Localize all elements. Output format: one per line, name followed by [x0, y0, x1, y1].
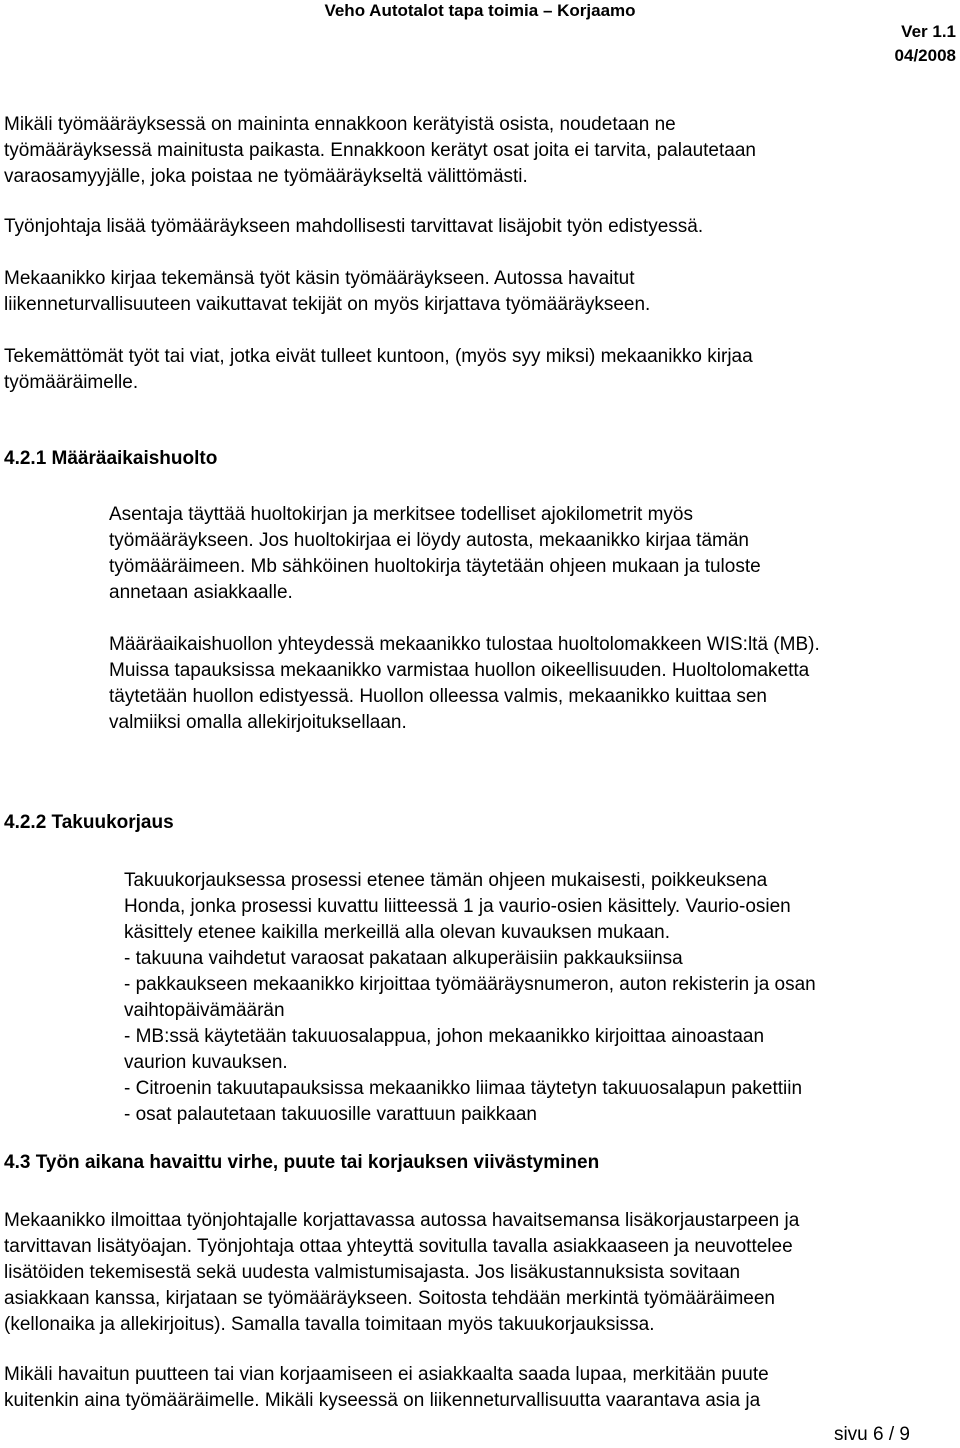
paragraph [124, 868, 816, 1128]
text-line: työmääräyksessä mainitusta paikasta. Ennakkoon kerätyt osat joita ei tarvita, palautetaan [4, 140, 756, 161]
text-line: käsittely etenee kaikilla merkeillä alla olevan kuvauksen mukaan. [124, 922, 671, 943]
text-line: liikenneturvallisuuteen vaikuttavat tekijät on myös kirjattava työmääräykseen. [4, 294, 651, 315]
version-label: Ver 1.1 [901, 22, 956, 41]
text-line: lisätöiden tekemisestä sekä uudesta valmistumisajasta. Jos lisäkustannuksista sovitaan [4, 1262, 741, 1283]
text-line: kuitenkin aina työmääräimelle. Mikäli kyseessä on liikenneturvallisuutta vaarantava asia ja [4, 1390, 761, 1411]
text-line: (kellonaika ja allekirjoitus). Samalla tavalla toimitaan myös takuukorjauksissa. [4, 1314, 655, 1335]
paragraph [109, 632, 820, 736]
text-line: - pakkaukseen mekaanikko kirjoittaa työmääräysnumeron, auton rekisterin ja osan [124, 974, 816, 995]
paragraph [109, 502, 761, 606]
text-line: - osat palautetaan takuuosille varattuun paikkaan [124, 1104, 537, 1125]
document-version-block [895, 20, 956, 68]
text-line: Mekaanikko ilmoittaa työnjohtajalle korjattavassa autossa havaitsemansa lisäkorjaustarpeen ja [4, 1210, 800, 1231]
text-line: asiakkaan kanssa, kirjataan se työmääräykseen. Soitosta tehdään merkintä työmääräimeen [4, 1288, 775, 1309]
text-line: valmiiksi omalla allekirjoituksellaan. [109, 712, 407, 733]
text-line: Mikäli havaitun puutteen tai vian korjaamiseen ei asiakkaalta saada lupaa, merkitään puute [4, 1364, 769, 1385]
page-number: sivu 6 / 9 [833, 1424, 910, 1445]
text-line: Tekemättömät työt tai viat, jotka eivät tulleet kuntoon, (myös syy miksi) mekaanikko kirjaa [4, 346, 753, 367]
text-line: työmääräimeen. Mb sähköinen huoltokirja täytetään ohjeen mukaan ja tuloste [109, 556, 761, 577]
text-line: - Citroenin takuutapauksissa mekaanikko liimaa täytetyn takuuosalapun pakettiin [124, 1078, 803, 1099]
text-line: työmääräykseen. Jos huoltokirjaa ei löydy autosta, mekaanikko kirjaa tämän [109, 530, 749, 551]
text-line: vaurion kuvauksen. [124, 1052, 288, 1073]
paragraph [4, 1208, 799, 1338]
version-date: 04/2008 [894, 46, 956, 65]
section-heading-4-2-1: 4.2.1 Määräaikaishuolto [4, 448, 218, 469]
text-line: Asentaja täyttää huoltokirjan ja merkitsee todelliset ajokilometrit myös [109, 504, 693, 525]
section-heading-4-3: 4.3 Työn aikana havaittu virhe, puute tai korjauksen viivästyminen [4, 1152, 600, 1173]
text-line: Määräaikaishuollon yhteydessä mekaanikko tulostaa huoltolomakkeen WIS:ltä (MB). [109, 634, 820, 655]
paragraph: Työnjohtaja lisää työmääräykseen mahdollisesti tarvittavat lisäjobit työn edistyessä. [4, 216, 704, 237]
text-line: vaihtopäivämäärän [124, 1000, 285, 1021]
text-line: työmääräimelle. [4, 372, 139, 393]
text-line: varaosamyyjälle, joka poistaa ne työmääräykseltä välittömästi. [4, 166, 528, 187]
paragraph [4, 112, 756, 190]
text-line: tarvittavan lisätyöajan. Työnjohtaja ottaa yhteyttä sovitulla tavalla asiakkaaseen ja neuvottelee [4, 1236, 793, 1257]
paragraph [4, 266, 650, 318]
text-line: Mikäli työmääräyksessä on maininta ennakkoon kerätyistä osista, noudetaan ne [4, 114, 676, 135]
section-heading-4-2-2: 4.2.2 Takuukorjaus [4, 812, 174, 833]
paragraph [4, 344, 753, 396]
text-line: - MB:ssä käytetään takuuosalappua, johon mekaanikko kirjoittaa ainoastaan [124, 1026, 765, 1047]
text-line: Mekaanikko kirjaa tekemänsä työt käsin työmääräykseen. Autossa havaitut [4, 268, 635, 289]
text-line: - takuuna vaihdetut varaosat pakataan alkuperäisiin pakkauksiinsa [124, 948, 683, 969]
text-line: Honda, jonka prosessi kuvattu liitteessä 1 ja vaurio-osien käsittely. Vaurio-osien [124, 896, 791, 917]
text-line: annetaan asiakkaalle. [109, 582, 293, 603]
document-header-title: Veho Autotalot tapa toimia – Korjaamo [324, 1, 636, 20]
text-line: täytetään huollon edistyessä. Huollon olleessa valmis, mekaanikko kuittaa sen [109, 686, 767, 707]
text-line: Takuukorjauksessa prosessi etenee tämän ohjeen mukaisesti, poikkeuksena [124, 870, 768, 891]
paragraph [4, 1362, 769, 1414]
text-line: Muissa tapauksissa mekaanikko varmistaa huollon oikeellisuuden. Huoltolomaketta [109, 660, 810, 681]
